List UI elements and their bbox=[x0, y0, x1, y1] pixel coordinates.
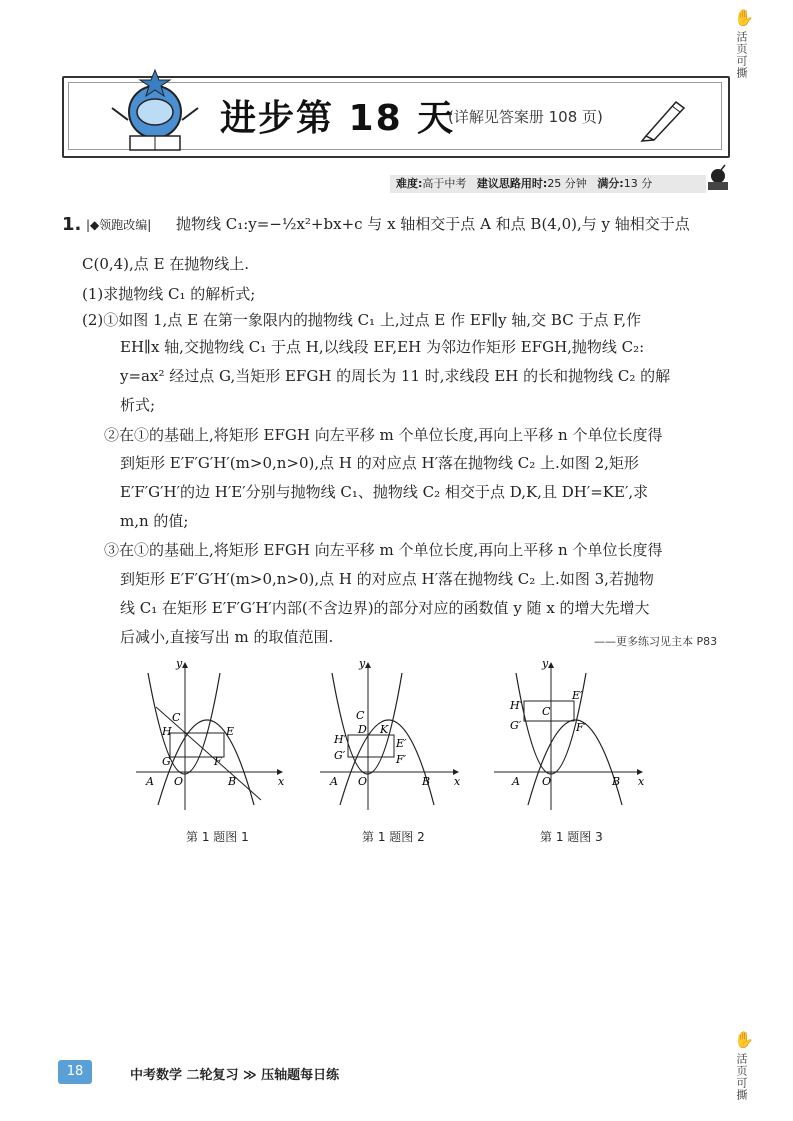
problem-line: 抛物线 C₁:y=−½x²+bx+c 与 x 轴相交于点 A 和点 B(4,0),与 y 轴相交于点 bbox=[176, 215, 690, 233]
side-tab-bottom-text: 活页可撕 bbox=[735, 1053, 748, 1101]
fig-label: H′ bbox=[334, 733, 347, 746]
score-label: 满分: bbox=[597, 177, 624, 190]
problem-line: (1)求抛物线 C₁ 的解析式; bbox=[82, 285, 256, 303]
time-value: 25 分钟 bbox=[547, 177, 587, 190]
figure-3 bbox=[494, 655, 654, 815]
difficulty-label: 难度: bbox=[396, 177, 423, 190]
problem-line: C(0,4),点 E 在抛物线上. bbox=[82, 255, 250, 273]
figure-3-caption: 第 1 题图 3 bbox=[540, 830, 603, 844]
fig-label: D bbox=[358, 723, 367, 736]
title-note: (详解见答案册 108 页) bbox=[448, 108, 603, 126]
fig-label: H bbox=[162, 725, 172, 738]
fig-label: B bbox=[612, 775, 621, 788]
fig-label: A bbox=[146, 775, 154, 788]
fig-label: y bbox=[176, 657, 183, 670]
fig-label: G′ bbox=[334, 749, 346, 762]
fig-label: y bbox=[542, 657, 549, 670]
fig-label: x bbox=[454, 775, 461, 788]
problem-line: 析式; bbox=[120, 396, 156, 414]
fig-label: y bbox=[359, 657, 366, 670]
fig-label: B bbox=[228, 775, 237, 788]
fig-label: F′ bbox=[576, 721, 587, 734]
fig-label: G′ bbox=[510, 719, 522, 732]
fig-label: C bbox=[542, 705, 551, 718]
fig-label: O bbox=[174, 775, 184, 788]
fig-label: B bbox=[422, 775, 431, 788]
figure-1 bbox=[136, 655, 296, 815]
hand-icon: ✋ bbox=[734, 8, 754, 27]
fig-label: E′ bbox=[572, 689, 583, 702]
difficulty-value: 高于中考 bbox=[422, 177, 467, 190]
fig-label: E bbox=[226, 725, 235, 738]
astronaut-illustration bbox=[100, 68, 210, 154]
problem-line: m,n 的值; bbox=[120, 512, 189, 530]
side-tab-top bbox=[733, 8, 755, 82]
footer-book-title: 中考数学 二轮复习 ≫ 压轴题每日练 bbox=[130, 1068, 340, 1083]
side-tab-bottom bbox=[733, 1030, 755, 1104]
side-tab-top-text: 活页可撕 bbox=[735, 31, 748, 79]
problem-line: ③在①的基础上,将矩形 EFGH 向左平移 m 个单位长度,再向上平移 n 个单位长度得 bbox=[104, 541, 663, 559]
problem-line: 线 C₁ 在矩形 E′F′G′H′内部(不含边界)的部分对应的函数值 y 随 x 的增大先增大 bbox=[120, 599, 650, 617]
rectangle-efgh-prime bbox=[348, 735, 394, 757]
problem-line: E′F′G′H′的边 H′E′分别与抛物线 C₁、抛物线 C₂ 相交于点 D,K,且 DH′=KE′,求 bbox=[120, 483, 649, 501]
fig-label: G bbox=[162, 755, 171, 768]
hand-icon: ✋ bbox=[734, 1030, 754, 1049]
problem-line: EH∥x 轴,交抛物线 C₁ 于点 H,以线段 EF,EH 为邻边作矩形 EFGH,抛物线 C₂: bbox=[120, 338, 645, 356]
rectangle-efgh bbox=[170, 733, 224, 757]
figure-2 bbox=[320, 655, 470, 815]
parabola-c1 bbox=[528, 720, 622, 805]
fig-label: F′ bbox=[396, 753, 407, 766]
figure-1-caption: 第 1 题图 1 bbox=[186, 830, 249, 844]
page-title: 进步第 18 天 bbox=[220, 98, 456, 139]
difficulty-bar bbox=[390, 175, 706, 193]
fig-label: O bbox=[542, 775, 552, 788]
fig-label: A bbox=[330, 775, 338, 788]
fig-label: E′ bbox=[396, 737, 407, 750]
problem-line: y=ax² 经过点 G,当矩形 EFGH 的周长为 11 时,求线段 EH 的长和抛物线 C₂ 的解 bbox=[120, 367, 671, 385]
problem-line: 后减小,直接写出 m 的取值范围. bbox=[120, 628, 334, 646]
parabola-c2 bbox=[148, 673, 220, 774]
time-label: 建议思路用时: bbox=[476, 177, 548, 190]
problem-line: ②在①的基础上,将矩形 EFGH 向左平移 m 个单位长度,再向上平移 n 个单位长度得 bbox=[104, 426, 663, 444]
bomb-icon bbox=[706, 162, 730, 192]
fig-label: x bbox=[638, 775, 645, 788]
fig-label: K bbox=[380, 723, 389, 736]
question-number: 1. bbox=[62, 214, 82, 235]
problem-line: (2)①如图 1,点 E 在第一象限内的抛物线 C₁ 上,过点 E 作 EF∥y 轴,交 BC 于点 F,作 bbox=[82, 311, 642, 329]
fig-label: F bbox=[214, 755, 222, 768]
problem-line: 到矩形 E′F′G′H′(m>0,n>0),点 H 的对应点 H′落在抛物线 C₂ 上.如图 2,矩形 bbox=[120, 454, 639, 472]
page-number: 18 bbox=[58, 1060, 92, 1084]
fig-label: x bbox=[278, 775, 285, 788]
fig-label: A bbox=[512, 775, 520, 788]
fig-label: H′ bbox=[510, 699, 523, 712]
pen-icon bbox=[640, 92, 690, 142]
fig-label: C bbox=[172, 711, 181, 724]
figure-2-caption: 第 1 题图 2 bbox=[362, 830, 425, 844]
practice-reference: ——更多练习见主本 P83 bbox=[594, 635, 718, 648]
fig-label: O bbox=[358, 775, 368, 788]
score-value: 13 分 bbox=[623, 177, 653, 190]
problem-line: 到矩形 E′F′G′H′(m>0,n>0),点 H 的对应点 H′落在抛物线 C₂ 上.如图 3,若抛物 bbox=[120, 570, 654, 588]
fig-label: C bbox=[356, 709, 365, 722]
question-tag: |◆领跑改编| bbox=[86, 218, 152, 232]
